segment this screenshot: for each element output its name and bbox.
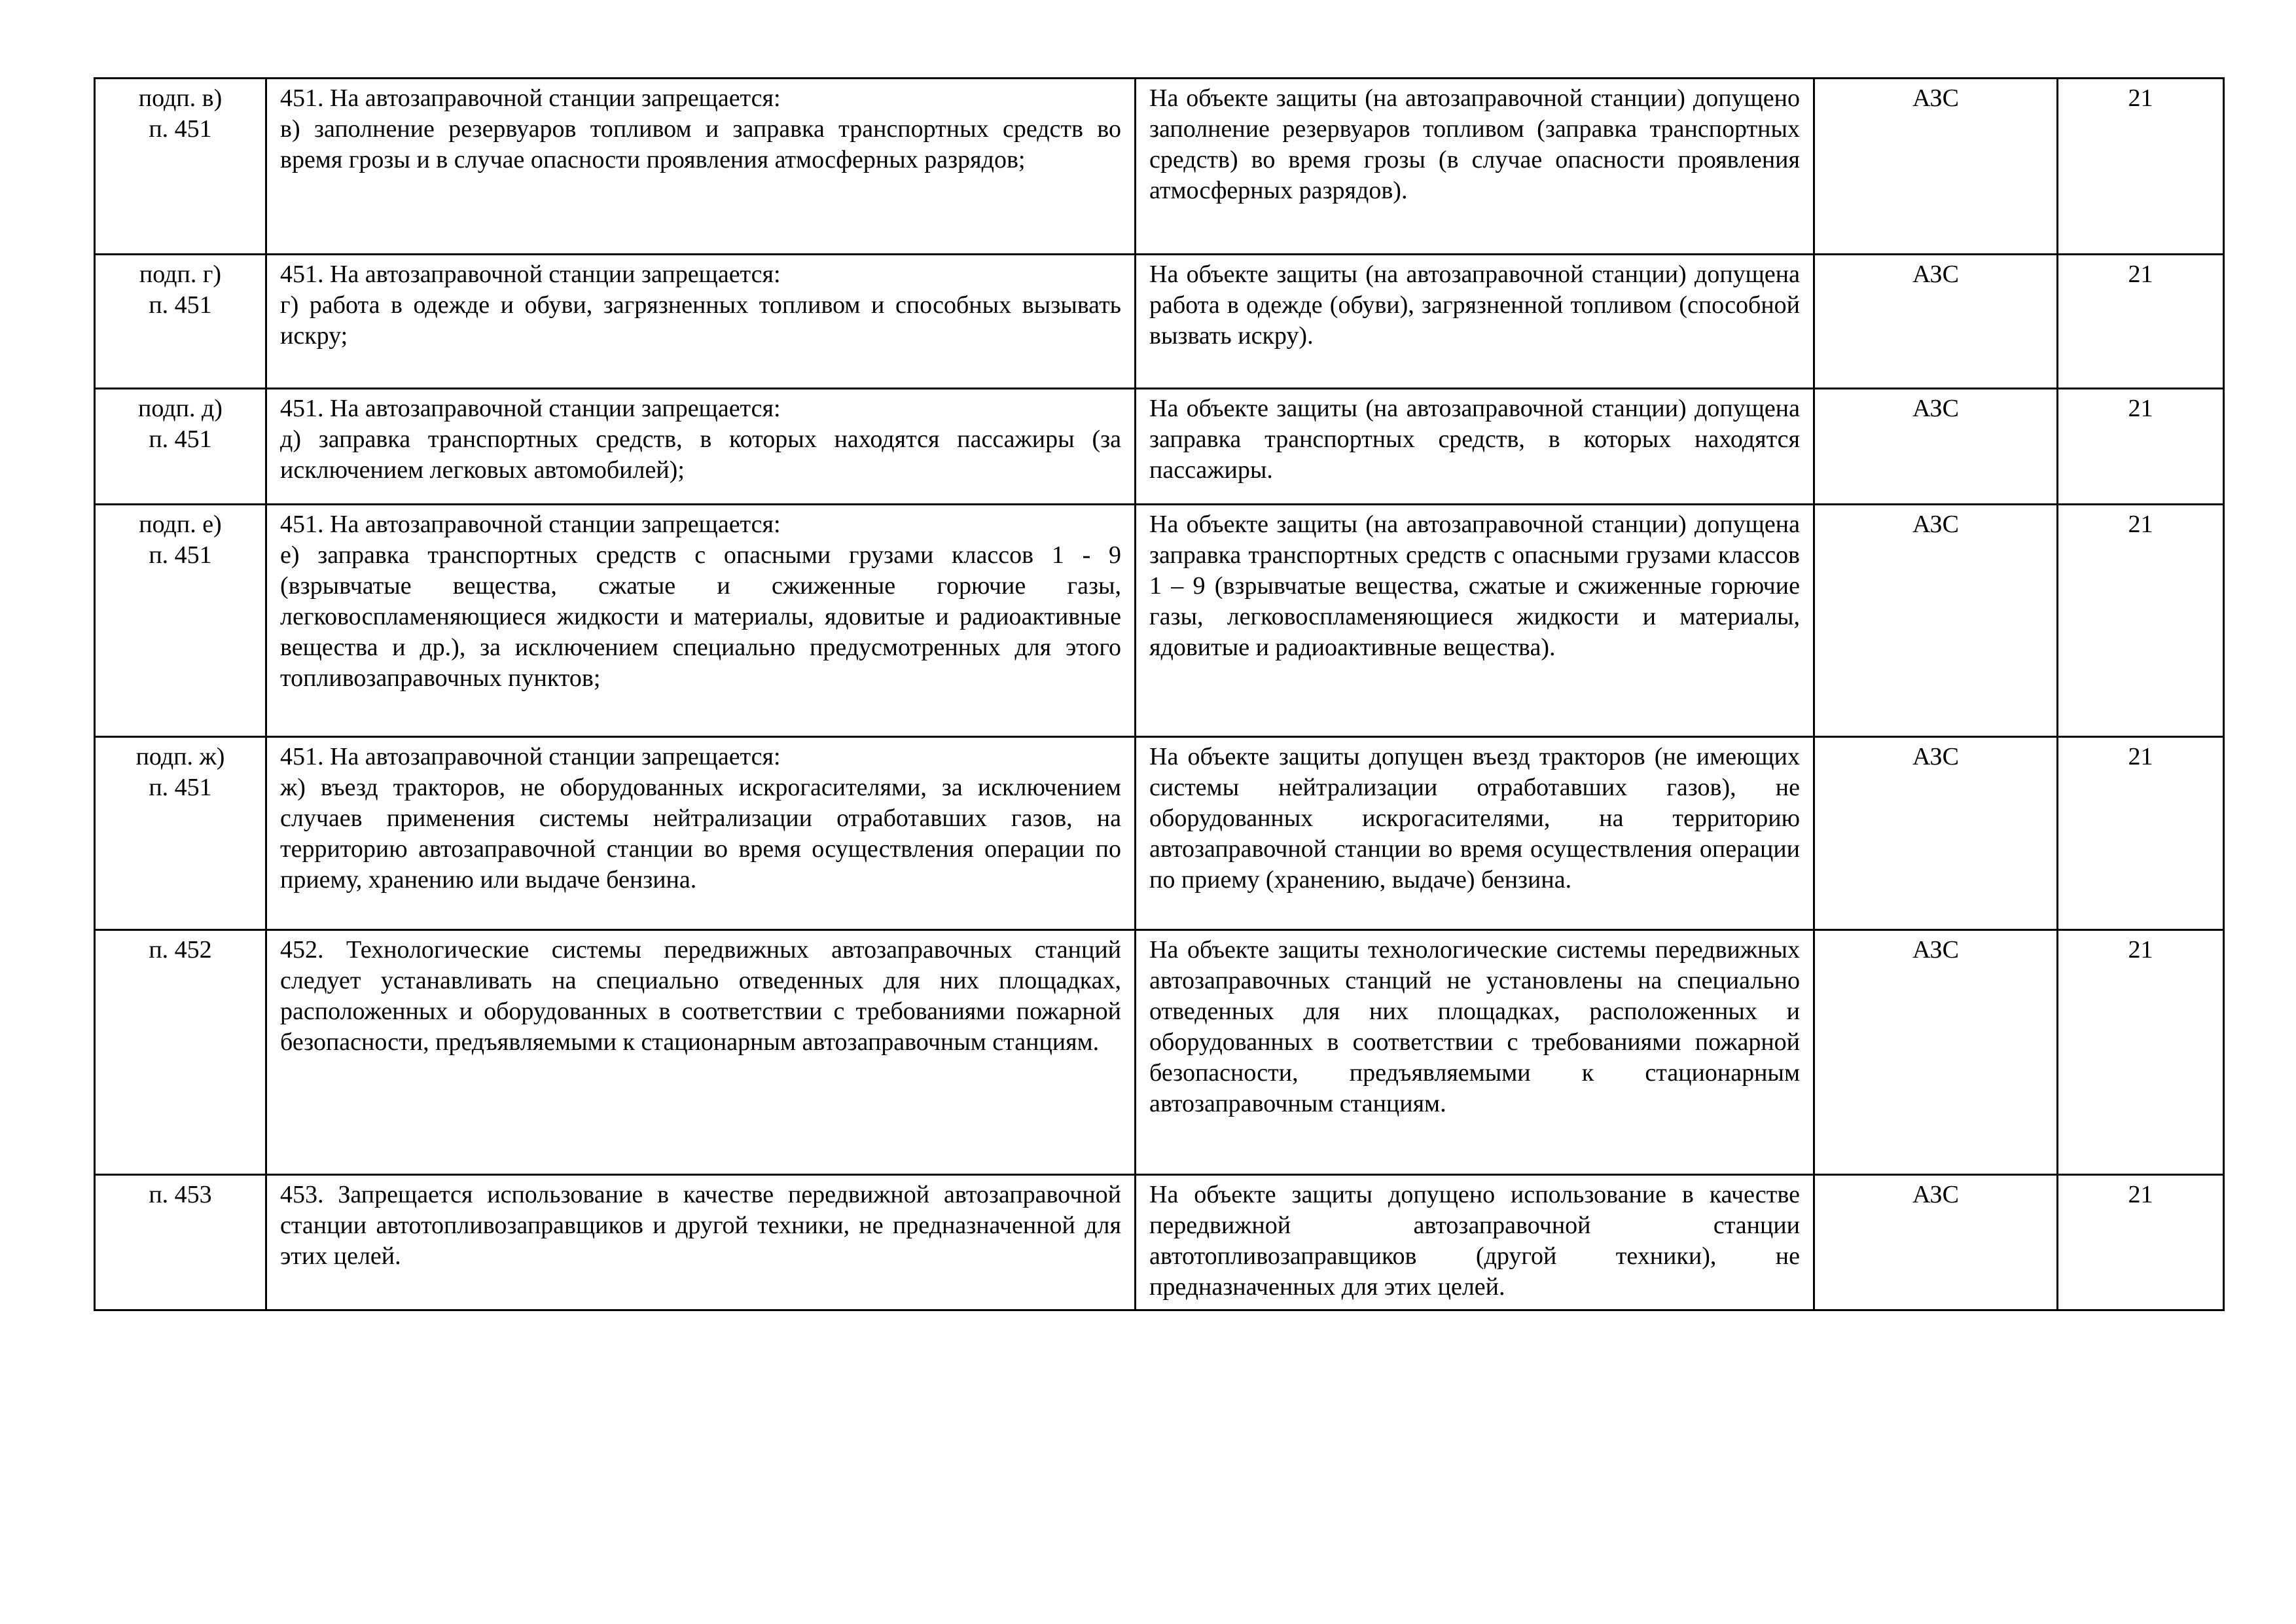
violation-cell: [1136, 1175, 1814, 1310]
requirement-heading: 451. На автозаправочной станции запрещается:: [280, 743, 781, 770]
clause-subpoint: подп. е): [139, 511, 222, 538]
requirement-text: 452. Технологические системы передвижных автозаправочных станций следует устанавливать на специально отведенных для них площадках, расположенных и оборудованных в соответствии с требованиями пожарной безопасности, предъявляемыми к стационарным автозаправочным станциям.: [280, 936, 1121, 1056]
object-type-cell: АЗС: [1814, 505, 2058, 737]
object-type-cell: АЗС: [1814, 79, 2058, 255]
table-row: [95, 389, 2224, 505]
clause-subpoint: подп. ж): [135, 743, 225, 770]
number-cell: 21: [2058, 1175, 2224, 1310]
requirement-text: 453. Запрещается использование в качестве передвижной автозаправочной станции автотопливозаправщиков и другой техники, не предназначенной для этих целей.: [280, 1181, 1121, 1270]
violation-text: На объекте защиты технологические системы передвижных автозаправочных станций не установлены на специально отведенных для них площадках, расположенных и оборудованных в соответствии с требованиями пожарной безопасности, предъявляемыми к стационарным автозаправочным станциям.: [1149, 936, 1800, 1117]
requirement-text: д) заправка транспортных средств, в которых находятся пассажиры (за исключением легковых автомобилей);: [280, 425, 1121, 484]
violation-cell: [1136, 930, 1814, 1175]
violation-text: На объекте защиты (на автозаправочной станции) допущена заправка транспортных средств с опасными грузами классов 1 – 9 (взрывчатые вещества, сжатые и сжиженные горючие газы, легковоспламеняющиеся жидкости и материалы, ядовитые и радиоактивные вещества).: [1149, 511, 1800, 661]
table-row: [95, 505, 2224, 737]
number-cell: 21: [2058, 389, 2224, 505]
object-type-cell: АЗС: [1814, 389, 2058, 505]
clause-point: п. 452: [149, 936, 212, 964]
violation-text: На объекте защиты допущено использование в качестве передвижной автозаправочной станции автотопливозаправщиков (другой техники), не предназначенных для этих целей.: [1149, 1181, 1800, 1301]
requirement-cell: [266, 389, 1136, 505]
clause-point: п. 451: [149, 291, 212, 319]
clause-ref-cell: [95, 505, 266, 737]
requirement-cell: [266, 505, 1136, 737]
object-type-cell: АЗС: [1814, 1175, 2058, 1310]
clause-ref-cell: [95, 737, 266, 930]
table-row: [95, 79, 2224, 255]
clause-point: п. 453: [149, 1181, 212, 1208]
clause-ref-cell: [95, 1175, 266, 1310]
object-type-cell: АЗС: [1814, 930, 2058, 1175]
requirement-text: в) заполнение резервуаров топливом и заправка транспортных средств во время грозы и в случае опасности проявления атмосферных разрядов;: [280, 115, 1121, 173]
table-row: [95, 1175, 2224, 1310]
clause-point: п. 451: [149, 541, 212, 569]
clause-subpoint: подп. д): [138, 395, 223, 422]
number-cell: 21: [2058, 505, 2224, 737]
clause-subpoint: подп. в): [138, 84, 223, 112]
number-cell: 21: [2058, 79, 2224, 255]
clause-ref-cell: [95, 79, 266, 255]
clause-point: п. 451: [149, 425, 212, 453]
number-cell: 21: [2058, 255, 2224, 389]
clause-ref-cell: [95, 930, 266, 1175]
number-cell: 21: [2058, 930, 2224, 1175]
requirement-heading: 451. На автозаправочной станции запрещается:: [280, 261, 781, 288]
table-row: [95, 255, 2224, 389]
requirement-cell: [266, 1175, 1136, 1310]
object-type-cell: АЗС: [1814, 255, 2058, 389]
violation-cell: [1136, 389, 1814, 505]
table-row: [95, 930, 2224, 1175]
clause-ref-cell: [95, 389, 266, 505]
violation-cell: [1136, 737, 1814, 930]
violation-cell: [1136, 505, 1814, 737]
requirements-table: [94, 77, 2225, 1311]
requirement-cell: [266, 255, 1136, 389]
violation-text: На объекте защиты допущен въезд тракторов (не имеющих системы нейтрализации отработавших газов), не оборудованных искрогасителями, на территорию автозаправочной станции во время осуществления операции по приему (хранению, выдаче) бензина.: [1149, 743, 1800, 893]
requirement-text: г) работа в одежде и обуви, загрязненных топливом и способных вызывать искру;: [280, 291, 1121, 350]
requirement-text: ж) въезд тракторов, не оборудованных искрогасителями, за исключением случаев применения системы нейтрализации отработавших газов, на территорию автозаправочной станции во время осуществления операции по приему, хранению или выдаче бензина.: [280, 774, 1121, 893]
object-type-cell: АЗС: [1814, 737, 2058, 930]
clause-subpoint: подп. г): [139, 261, 222, 288]
violation-text: На объекте защиты (на автозаправочной станции) допущена работа в одежде (обуви), загрязненной топливом (способной вызвать искру).: [1149, 261, 1800, 350]
clause-point: п. 451: [149, 774, 212, 801]
requirement-cell: [266, 737, 1136, 930]
requirement-text: е) заправка транспортных средств с опасными грузами классов 1 - 9 (взрывчатые вещества, сжатые и сжиженные горючие газы, легковоспламеняющиеся жидкости и материалы, ядовитые и радиоактивные вещества и др.), за исключением специально предусмотренных для этого топливозаправочных пунктов;: [280, 541, 1121, 692]
violation-cell: [1136, 255, 1814, 389]
requirement-cell: [266, 79, 1136, 255]
requirement-heading: 451. На автозаправочной станции запрещается:: [280, 511, 781, 538]
violation-text: На объекте защиты (на автозаправочной станции) допущена заправка транспортных средств, в которых находятся пассажиры.: [1149, 395, 1800, 484]
requirement-heading: 451. На автозаправочной станции запрещается:: [280, 84, 781, 112]
table-row: [95, 737, 2224, 930]
violation-text: На объекте защиты (на автозаправочной станции) допущено заполнение резервуаров топливом (заправка транспортных средств) во время грозы (в случае опасности проявления атмосферных разрядов).: [1149, 84, 1800, 204]
violation-cell: [1136, 79, 1814, 255]
requirement-cell: [266, 930, 1136, 1175]
clause-point: п. 451: [149, 115, 212, 143]
number-cell: 21: [2058, 737, 2224, 930]
clause-ref-cell: [95, 255, 266, 389]
requirement-heading: 451. На автозаправочной станции запрещается:: [280, 395, 781, 422]
